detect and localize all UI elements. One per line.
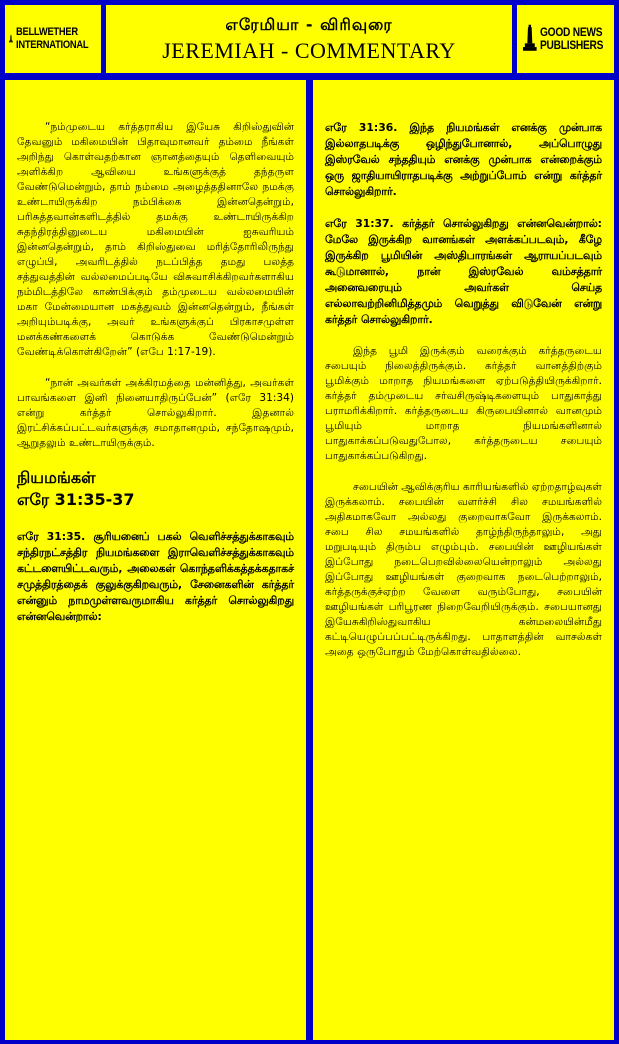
verse-31-36-paragraph: எரே 31:36. இந்த நியமங்கள் எனக்கு முன்பாக இல்லாதபடிக்கு ஒழிந்துபோனால், அப்பொழுது இஸ்ரவேல் சந்ததியும் எனக்கு முன்பாக என்றைக்கும் ஒரு ஜாதியாயிராதபடிக்கு அற்றுப்போம் என்று கர்த்தர் சொல்லுகிறார். — [325, 121, 602, 198]
title-english: JEREMIAH - COMMENTARY — [162, 38, 456, 63]
lamp-stand-icon — [9, 16, 13, 62]
section-heading-line2: எரே 31:35-37 — [17, 490, 135, 509]
right-column — [313, 80, 614, 1040]
section-heading-line1: நியமங்கள் — [17, 468, 96, 487]
logo-right-line2: PUBLISHERS — [539, 38, 603, 52]
forgiveness-paragraph: “நான் அவர்கள் அக்கிரமத்தை மன்னித்து, அவர்கள் பாவங்களை இனி நினையாதிருப்பேன்” (எரே 31:34) என்று கர்த்தர் சொல்லுகிறார். இதனால் இரட்சிக்கப்பட்டவர்களுக்கு சமாதானமும், சந்தோஷமும், ஆறுதலும் உண்டாயிருக்கும். — [17, 377, 294, 449]
logo-right-line1: GOOD NEWS — [539, 25, 602, 39]
logo-left-line2: INTERNATIONAL — [15, 39, 89, 51]
good-news-logo — [517, 5, 614, 73]
bellwether-logo — [5, 5, 101, 73]
verse-31-37-paragraph: எரே 31:37. கர்த்தர் சொல்லுகிறது என்னவென்றால்: மேலே இருக்கிற வானங்கள் அளக்கப்படவும், கீழே இருக்கிற பூமியின் அஸ்திபாரங்கள் ஆராயப்படவும் கூடுமானால், நான் இஸ்ரவேல் வம்சத்தார் அனைவரையும் அவர்கள் செய்த எல்லாவற்றினிமித்தமும் வெறுத்து விடுவேன் என்று கர்த்தர் சொல்லுகிறார். — [325, 217, 602, 326]
lamp-stand-icon — [523, 16, 537, 62]
logo-left-line1: BELLWETHER — [15, 26, 78, 38]
commentary-paragraph-1: இந்த பூமி இருக்கும் வரைக்கும் கர்த்தருடைய சபையும் நிலைத்திருக்கும். கர்த்தர் வானத்திற்கும் பூமிக்கும் மாறாத நியமங்களை ஏற்படுத்தியிருக்கிறார். கர்த்தர் தம்முடைய சர்வசிருஷ்டிகளையும் பாதுகாத்து பராமரிக்கிறார். கர்த்தருடைய கிருபையினால் வானமும் பூமியும் மாறாத நியமங்களினால் பாதுகாக்கப்படுவதுபோல, கர்த்தருடைய சபையும் பாதுகாக்கப்படுகிறது. — [325, 345, 602, 462]
title-banner — [106, 5, 512, 73]
ephesians-quote-paragraph: “நம்முடைய கர்த்தராகிய இயேசு கிறிஸ்துவின் தேவனும் மகிமையின் பிதாவுமானவர் தம்மை நீங்கள் அறிந்து கொள்வதற்கான ஞானத்தையும் தெளிவையும் அளிக்கிற ஆவியை உங்களுக்குத் தந்தருள வேண்டுமென்றும், தாம் நம்மை அழைத்ததினாலே நமக்கு உண்டாயிருக்கிற நம்பிக்கை இன்னதென்றும், பரிசுத்தவான்களிடத்தில் தமக்கு உண்டாயிருக்கிற சுதந்திரத்தினுடைய மகிமையின் ஐசுவரியம் இன்னதென்றும், தாம் கிறிஸ்துவை மரித்தோரிலிருந்து எழுப்பி, அவரிடத்தில் நடப்பித்த தமது பலத்த சத்துவத்தின் வல்லமைப்படியே விசுவாசிக்கிறவர்களாகிய நம்மிடத்திலே காண்பிக்கும் தம்முடைய வல்லமையின் மகா மேன்மையான மகத்துவம் இன்னதென்றும், நீங்கள் அறியும்படிக்கு, அவர் உங்களுக்குப் பிரகாசமுள்ள மனக்கண்களைக் கொடுக்க வேண்டுமென்றும் வேண்டிக்கொள்கிறேன்” (எபே 1:17-19). — [17, 121, 294, 358]
title-tamil: எரேமியா - விரிவுரை — [225, 15, 393, 34]
commentary-paragraph-2: சபையின் ஆவிக்குரிய காரியங்களில் ஏற்றதாழ்வுகள் இருக்கலாம். சபையின் வளர்ச்சி சில சமயங்களில் அதிகமாகவோ அல்லது குறைவாகவோ இருக்கலாம். சபை சில சமயங்களில் தாழ்ந்திருந்தாலும், அது மறுபடியும் திரும்ப எழும்பும். சபையின் ஊழியங்கள் இப்போது நடைபெறவில்லையென்றாலும் அல்லது இப்போது ஊழியங்கள் குறைவாக நடைபெற்றாலும், கர்த்தருக்குச்ஏற்ற வேளை வரும்போது, சபையின் ஊழியங்கள் பரிபூரண நிறைவேறியிருக்கும். சபையானது இயேசுகிறிஸ்துவாகிய கன்மலையின்மீது கட்டியெழுப்பப்பட்டிருக்கிறது. பாதாளத்தின் வாசல்கள் அதை ஒருபோதும் மேற்கொள்வதில்லை. — [325, 481, 602, 658]
verse-31-35-paragraph: எரே 31:35. சூரியனைப் பகல் வெளிச்சத்துக்காகவும் சந்திரநட்சத்திர நியமங்களை இராவெளிச்சத்துக்காகவும் கட்டளையிட்டவரும், அலைகள் கொந்தளிக்கத்தக்கதாகச் சமுத்திரத்தைக் குலுக்குகிறவரும், சேனைகளின் கர்த்தர் என்னும் நாமமுள்ளவருமாகிய கர்த்தர் சொல்லுகிறது என்னவென்றால்: — [17, 530, 294, 623]
section-heading — [17, 467, 294, 511]
left-column — [5, 80, 306, 1040]
